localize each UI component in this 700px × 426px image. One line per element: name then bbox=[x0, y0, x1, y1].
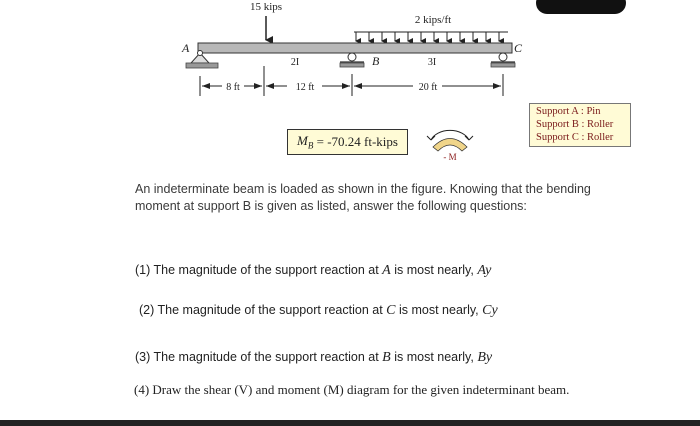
label-a: A bbox=[182, 41, 190, 55]
support-c-text: Support C : Roller bbox=[536, 132, 614, 143]
dimension-lines bbox=[200, 66, 503, 96]
ei-right-label: 3I bbox=[427, 57, 437, 68]
moment-b-box: $M_B$ = -70.24 ft-kips bbox=[287, 129, 408, 155]
q2-tail: is most nearly, bbox=[398, 303, 479, 317]
distributed-load-label: 2 kips/ft bbox=[414, 14, 452, 26]
question-2 bbox=[139, 303, 498, 319]
dim-12ft: 12 ft bbox=[295, 82, 315, 93]
ei-left-label: 2I bbox=[290, 57, 300, 68]
mb-symbol: $M_B$ bbox=[297, 133, 314, 151]
q1-symbol: A bbox=[382, 263, 391, 278]
dim-8ft: 8 ft bbox=[226, 82, 240, 93]
q2-variable: Cy bbox=[482, 303, 498, 318]
q2-text: (2) The magnitude of the support reaction at bbox=[139, 303, 383, 317]
q1-tail: is most nearly, bbox=[394, 263, 474, 277]
q1-text: (1) The magnitude of the support reaction at bbox=[135, 263, 379, 277]
question-4: (4) Draw the shear (V) and moment (M) diagram for the given indeterminant beam. bbox=[134, 382, 570, 397]
problem-intro: An indeterminate beam is loaded as shown in the figure. Knowing that the bending moment at support B is given as listed, answer the following questions: bbox=[135, 182, 591, 213]
q3-text: (3) The magnitude of the support reaction at bbox=[135, 350, 379, 364]
label-c: C bbox=[514, 41, 523, 55]
mb-value: -70.24 ft-kips bbox=[327, 134, 398, 149]
q2-symbol: C bbox=[386, 303, 396, 318]
beam bbox=[198, 43, 512, 53]
q1-variable: Ay bbox=[477, 263, 492, 278]
bottom-edge bbox=[0, 420, 700, 426]
supports-legend bbox=[529, 103, 631, 147]
support-b-text: Support B : Roller bbox=[536, 119, 614, 130]
q3-tail: is most nearly, bbox=[394, 350, 474, 364]
label-b: B bbox=[372, 54, 380, 68]
negative-moment-icon bbox=[427, 130, 473, 162]
q3-variable: By bbox=[477, 350, 493, 365]
distributed-load-arrows bbox=[354, 32, 508, 41]
support-b-roller bbox=[340, 53, 380, 68]
point-load-label: 15 kips bbox=[249, 1, 283, 13]
dim-20ft: 20 ft bbox=[418, 82, 438, 93]
question-3 bbox=[135, 350, 492, 366]
question-1 bbox=[135, 263, 491, 279]
moment-sign-label: - M bbox=[443, 152, 457, 162]
support-a-text: Support A : Pin bbox=[536, 106, 601, 117]
q3-symbol: B bbox=[382, 350, 391, 365]
